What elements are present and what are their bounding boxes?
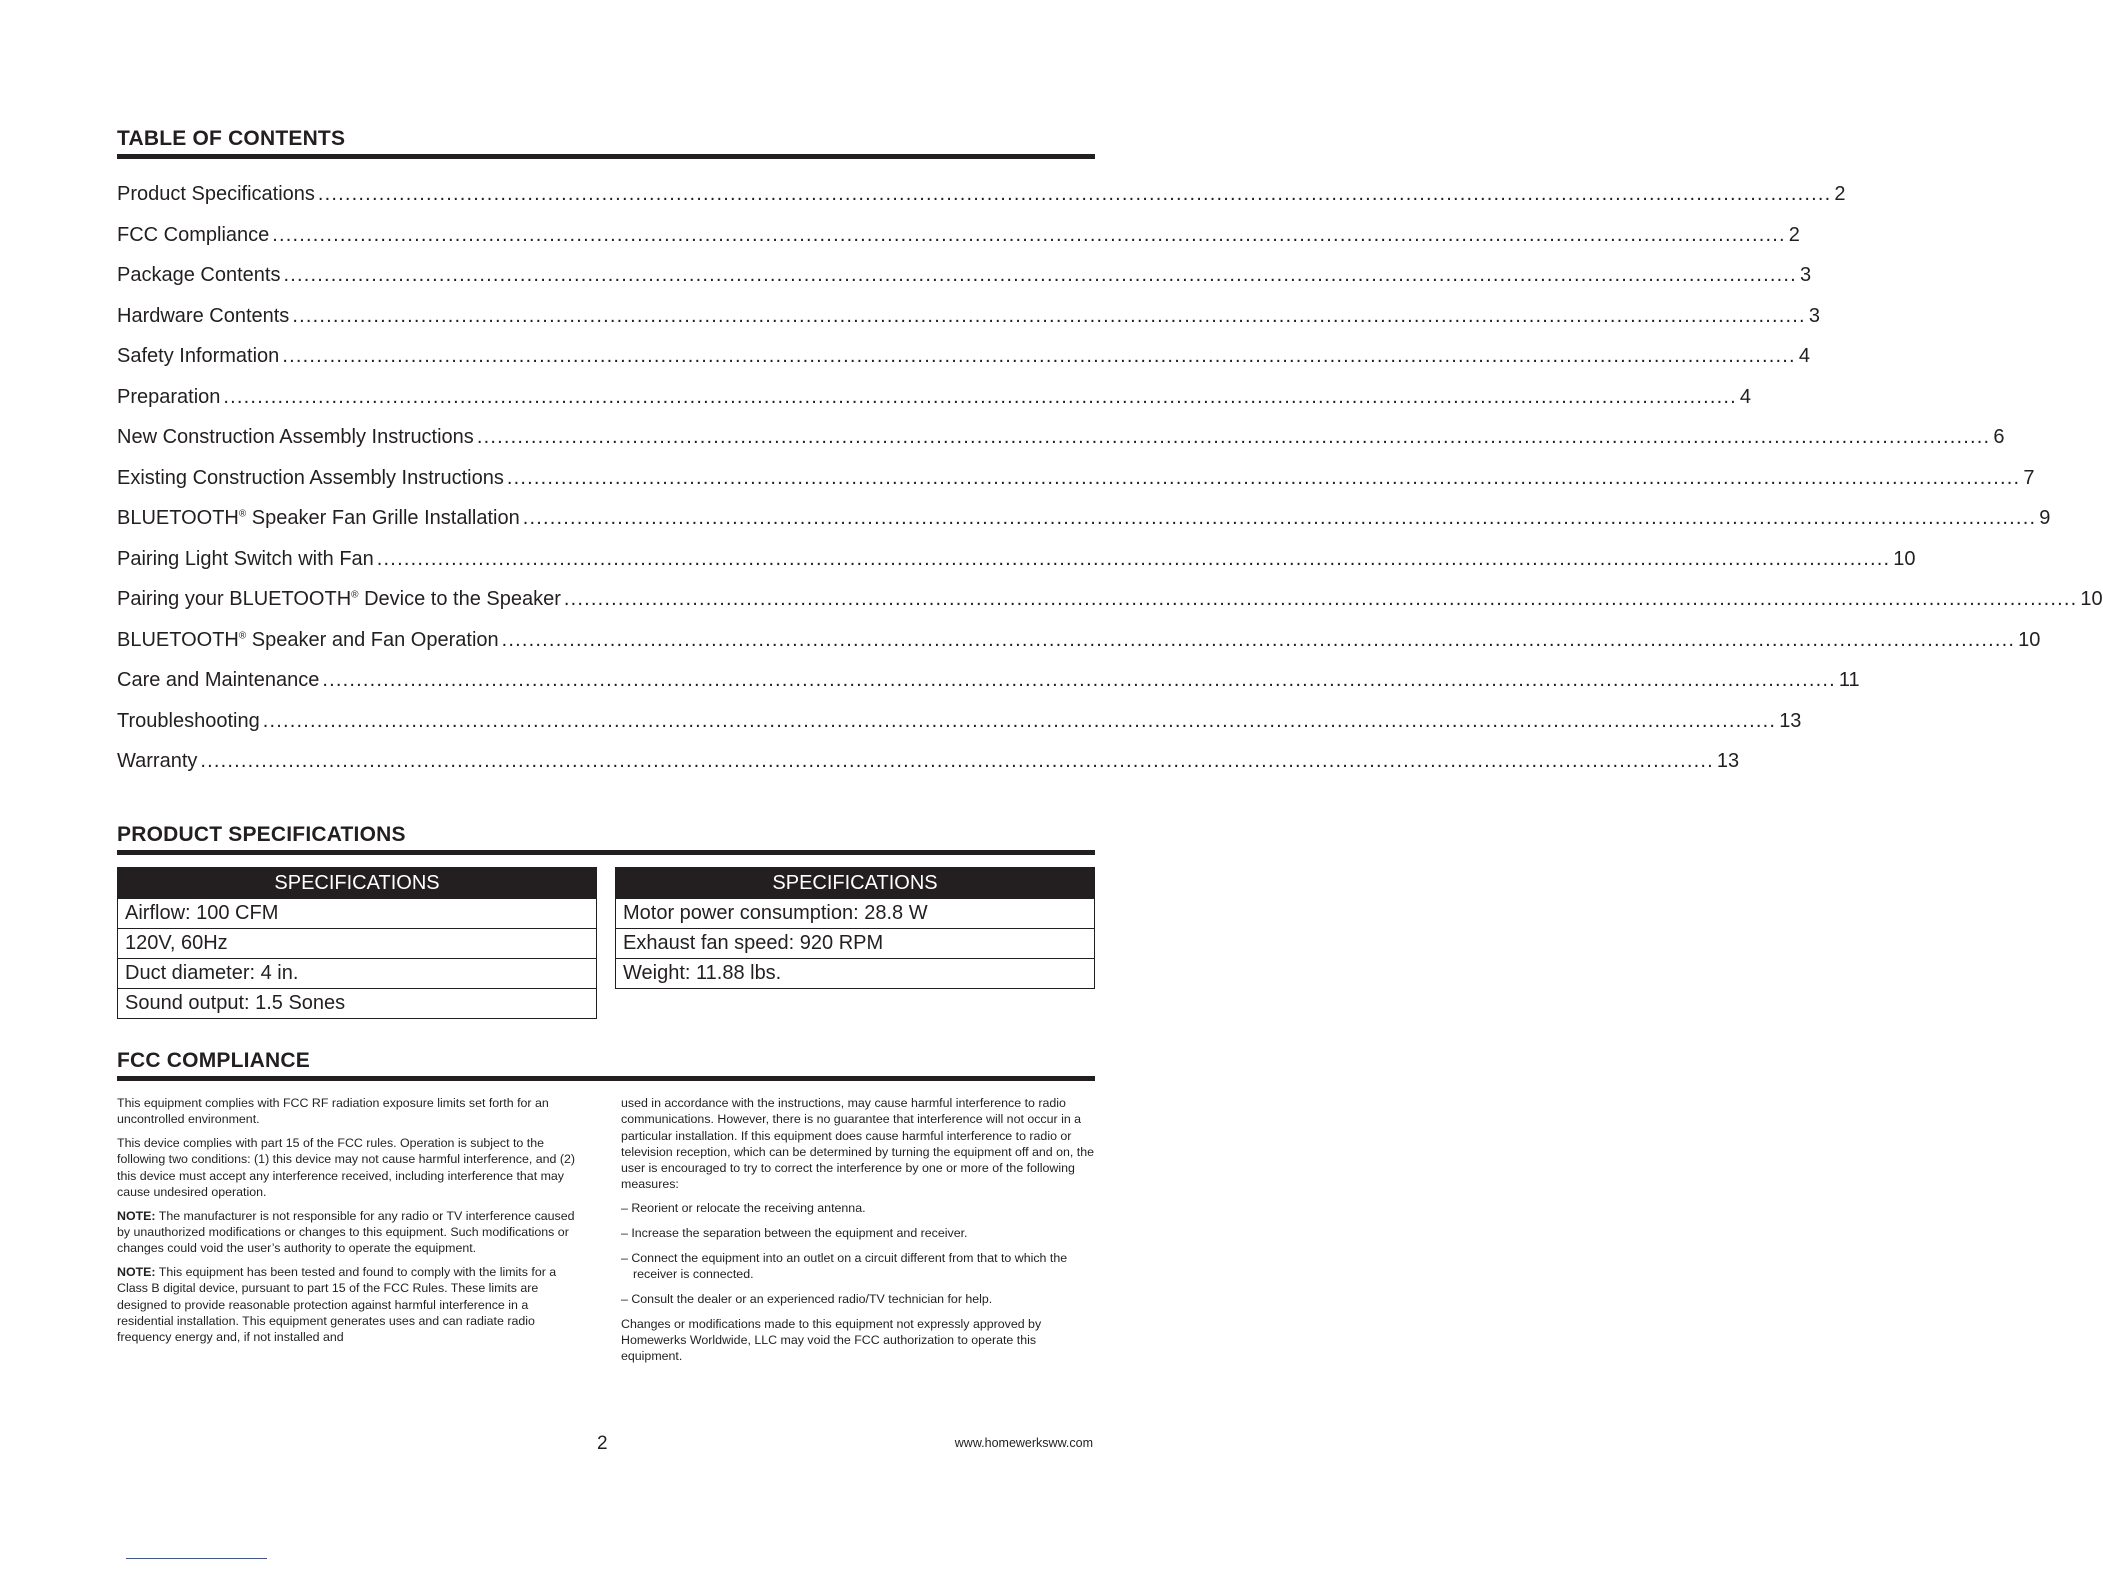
spec-row: Exhaust fan speed: 920 RPM (616, 929, 1095, 959)
page-number: 2 (597, 1433, 608, 1454)
toc-entry (117, 507, 2051, 548)
toc-entry-label: Preparation (117, 385, 221, 408)
note-label: NOTE: (117, 1265, 156, 1280)
toc-entry (117, 628, 2041, 670)
toc-leader-dots: ................................................................................................................................................................................................................................ (506, 466, 2021, 489)
toc-entry (117, 669, 1860, 710)
fcc-measure: – Consult the dealer or an experienced radio/TV technician for help. (621, 1291, 993, 1306)
fcc-heading: FCC COMPLIANCE (117, 1049, 1095, 1081)
toc-entry (117, 183, 1846, 224)
toc-entry-label: BLUETOOTH® Speaker Fan Grille Installation (117, 507, 520, 529)
toc-entry-page: 2 (1834, 183, 1846, 205)
fcc-paragraph: used in accordance with the instructions, may cause harmful interference to radio communications. However, there is no guarantee that interference will not occur in a particular installation. If this equipment does cause harmful interference to radio or television reception, which can be determined by turning the equipment off and on, the user is encouraged to try to correct the interference by one or more of the following measures: (621, 1096, 1094, 1192)
spec-table-right (615, 867, 1095, 989)
toc-entry-label: FCC Compliance (117, 223, 270, 246)
toc-entry-label: Care and Maintenance (117, 669, 320, 691)
toc-leader-dots: ................................................................................................................................................................................................................................ (292, 304, 1806, 327)
toc-entry-label: Warranty (117, 750, 198, 772)
toc-entry (117, 385, 1752, 427)
toc-entry-label: BLUETOOTH® Speaker and Fan Operation (117, 628, 499, 651)
specs-heading: PRODUCT SPECIFICATIONS (117, 823, 1095, 855)
toc-leader-dots: ................................................................................................................................................................................................................................ (322, 669, 1836, 691)
toc-entry (117, 709, 1802, 751)
toc-entry (117, 304, 1820, 346)
toc-entry (117, 426, 2005, 467)
toc-leader-dots: ................................................................................................................................................................................................................................ (272, 223, 1786, 246)
toc-entry (117, 223, 1800, 265)
toc-entry-page: 4 (1739, 385, 1752, 408)
toc-entry-label: Pairing your BLUETOOTH® Device to the Speaker (117, 588, 561, 610)
toc-leader-dots: ................................................................................................................................................................................................................................ (262, 709, 1777, 732)
toc-entry-page: 7 (2023, 466, 2035, 489)
spec-row: Airflow: 100 CFM (118, 899, 597, 929)
toc-leader-dots: ................................................................................................................................................................................................................................ (283, 264, 1797, 286)
toc-entry-page: 10 (1893, 547, 1916, 570)
fcc-paragraph: Changes or modifications made to this equipment not expressly approved by Homewerks Worldwide, LLC may void the FCC authorization to operate this equipment. (621, 1316, 1042, 1364)
spec-row: Duct diameter: 4 in. (118, 959, 597, 989)
fcc-note: NOTE: The manufacturer is not responsible for any radio or TV interference caused by unauthorized modifications or changes to this equipment. Such modifications or changes could void the user’s authority to operate the equipment. (117, 1208, 575, 1256)
toc-leader-dots: ................................................................................................................................................................................................................................ (282, 345, 1796, 367)
toc-entry-label: Safety Information (117, 345, 280, 367)
spec-row: Weight: 11.88 lbs. (616, 959, 1095, 989)
toc-entry (117, 466, 2035, 508)
fcc-measure: – Reorient or relocate the receiving antenna. (621, 1201, 866, 1216)
toc-list (117, 183, 2103, 791)
toc-leader-dots: ................................................................................................................................................................................................................................ (223, 385, 1737, 408)
toc-entry-page: 10 (2018, 628, 2041, 651)
fcc-measure: – Connect the equipment into an outlet on a circuit different from that to which the receiver is connected. (621, 1250, 1068, 1282)
toc-leader-dots: ................................................................................................................................................................................................................................ (476, 426, 1991, 448)
toc-entry-label: Hardware Contents (117, 304, 290, 327)
fcc-column-right (621, 1095, 1095, 1372)
bottom-rule (126, 1558, 267, 1559)
fcc-paragraph: This equipment complies with FCC RF radiation exposure limits set forth for an uncontrolled environment. (117, 1096, 549, 1127)
toc-entry-page: 10 (2080, 588, 2103, 610)
fcc-paragraph: This device complies with part 15 of the FCC rules. Operation is subject to the following two conditions: (1) this device may not cause harmful interference, and (2) this device must accept any interference received, including interference that may cause undesired operation. (117, 1136, 575, 1199)
toc-entry (117, 547, 1916, 589)
toc-leader-dots: ................................................................................................................................................................................................................................ (376, 547, 1891, 570)
spec-table-header: SPECIFICATIONS (616, 868, 1095, 899)
note-label: NOTE: (117, 1208, 156, 1223)
toc-entry-page: 3 (1808, 304, 1820, 327)
toc-entry-page: 2 (1788, 223, 1800, 246)
spec-table-header: SPECIFICATIONS (118, 868, 597, 899)
toc-entry-label: Existing Construction Assembly Instructions (117, 466, 504, 489)
toc-entry-page: 13 (1779, 709, 1802, 732)
toc-entry-page: 4 (1798, 345, 1810, 367)
toc-entry-label: Package Contents (117, 264, 281, 286)
website-url: www.homewerksww.com (954, 1436, 1093, 1450)
toc-entry-page: 9 (2039, 507, 2051, 529)
toc-leader-dots: ................................................................................................................................................................................................................................ (522, 507, 2037, 529)
toc-entry-label: Pairing Light Switch with Fan (117, 547, 374, 570)
toc-entry (117, 588, 2103, 629)
toc-heading: TABLE OF CONTENTS (117, 127, 1095, 159)
toc-entry-page: 3 (1799, 264, 1812, 286)
toc-entry (117, 750, 1740, 791)
spec-table-left (117, 867, 597, 1019)
spec-row: Motor power consumption: 28.8 W (616, 899, 1095, 929)
spec-row: 120V, 60Hz (118, 929, 597, 959)
fcc-measure: – Increase the separation between the equipment and receiver. (621, 1226, 968, 1241)
fcc-column-left (117, 1095, 585, 1353)
toc-entry-label: Product Specifications (117, 183, 315, 205)
spec-row: Sound output: 1.5 Sones (118, 989, 597, 1019)
toc-entry-label: New Construction Assembly Instructions (117, 426, 474, 448)
toc-leader-dots: ................................................................................................................................................................................................................................ (501, 628, 2016, 651)
toc-leader-dots: ................................................................................................................................................................................................................................ (200, 750, 1714, 772)
fcc-note: NOTE: This equipment has been tested and found to comply with the limits for a Class B digital device, pursuant to part 15 of the FCC Rules. These limits are designed to provide reasonable protection against harmful interference in a residential installation. This equipment generates uses and can radiate radio frequency energy and, if not installed and (117, 1265, 557, 1345)
toc-leader-dots: ................................................................................................................................................................................................................................ (317, 183, 1832, 205)
toc-leader-dots: ................................................................................................................................................................................................................................ (563, 588, 2078, 610)
toc-entry-label: Troubleshooting (117, 709, 260, 732)
toc-entry-page: 11 (1838, 669, 1860, 691)
toc-entry-page: 13 (1716, 750, 1740, 772)
toc-entry-page: 6 (1993, 426, 2005, 448)
toc-entry (117, 264, 1812, 305)
toc-entry (117, 345, 1810, 386)
